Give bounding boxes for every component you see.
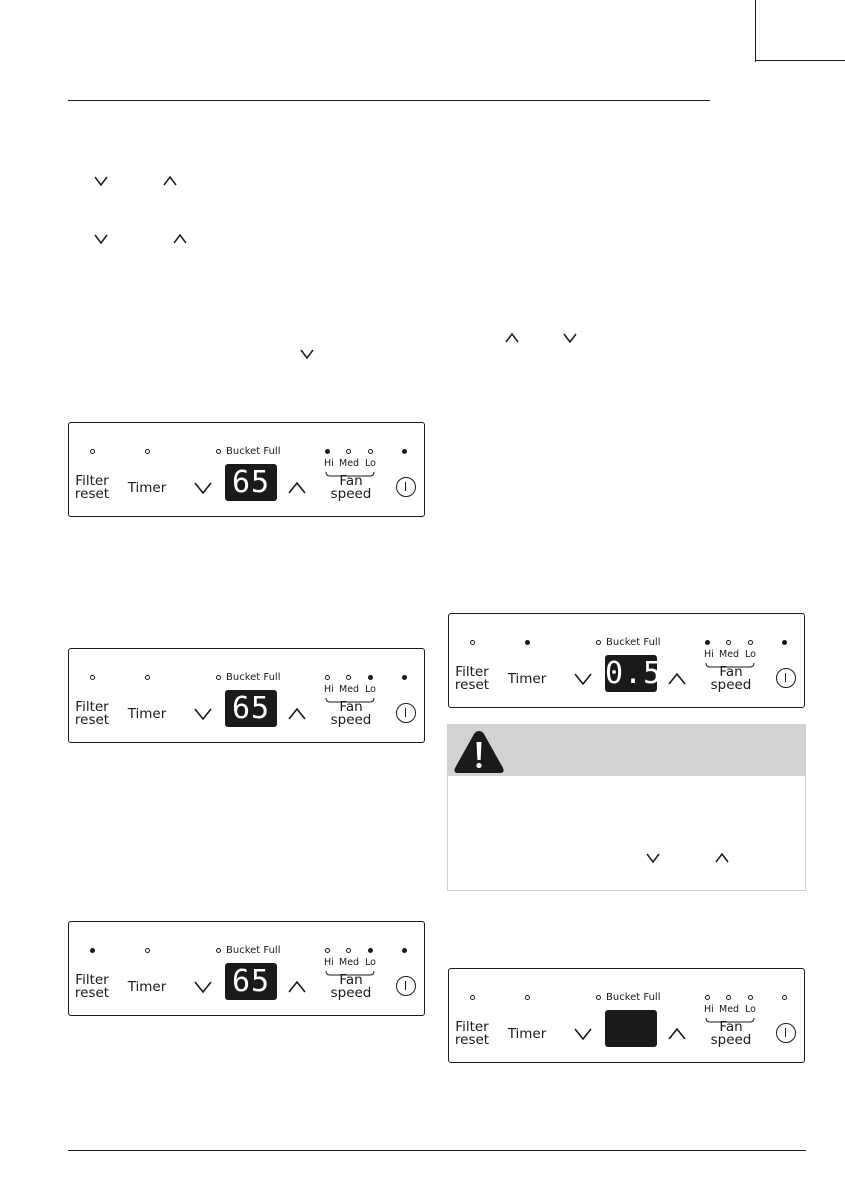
filter-reset-led (90, 449, 95, 454)
chevron-down-icon (299, 348, 315, 360)
power-led (782, 640, 787, 645)
fan-hi-label: Hi (324, 684, 334, 695)
speed-label: speed (710, 1032, 752, 1048)
bucket-full-label: Bucket Full (606, 637, 661, 648)
filter-reset-led (90, 675, 95, 680)
fan-lo-label: Lo (365, 957, 376, 968)
chevron-down-icon (645, 852, 661, 864)
fan-med-led (346, 948, 351, 953)
timer-button[interactable]: Timer (127, 706, 167, 722)
temp-up-button[interactable] (667, 672, 687, 686)
fan-hi-led (325, 948, 330, 953)
warning-box (447, 724, 806, 891)
control-panel-4 (448, 613, 805, 708)
fan-label: Fan (719, 1019, 743, 1035)
fan-lo-label: Lo (745, 649, 756, 660)
digital-display (605, 1010, 657, 1047)
filter-label: Filter (455, 664, 489, 680)
filter-reset-button[interactable] (453, 1021, 491, 1047)
digital-display: 65 (225, 963, 277, 1000)
filter-label: Filter (455, 1019, 489, 1035)
chevron-up-icon (172, 233, 188, 245)
fan-speed-button[interactable] (327, 974, 375, 1000)
power-led (402, 948, 407, 953)
bucket-full-led (216, 675, 221, 680)
chevron-down-icon (562, 332, 578, 344)
timer-button[interactable]: Timer (507, 1026, 547, 1042)
header-rule (68, 100, 710, 101)
filter-label: Filter (75, 972, 109, 988)
control-panel-1 (68, 422, 425, 517)
temp-up-button[interactable] (667, 1027, 687, 1041)
speed-label: speed (330, 486, 372, 502)
filter-reset-button[interactable] (453, 666, 491, 692)
bucket-full-label: Bucket Full (226, 446, 281, 457)
fan-hi-label: Hi (704, 649, 714, 660)
fan-speed-button[interactable] (327, 475, 375, 501)
digital-display: 65 (225, 690, 277, 727)
fan-hi-led (325, 449, 330, 454)
chevron-down-icon (93, 175, 109, 187)
fan-hi-label: Hi (324, 458, 334, 469)
chevron-up-icon (714, 852, 730, 864)
fan-hi-label: Hi (704, 1004, 714, 1015)
fan-med-led (726, 995, 731, 1000)
digital-display: 0.5 (605, 656, 663, 691)
bucket-full-led (596, 640, 601, 645)
speed-label: speed (330, 712, 372, 728)
warning-icon (452, 728, 506, 776)
fan-med-label: Med (339, 684, 360, 695)
timer-button[interactable]: Timer (507, 671, 547, 687)
speed-label: speed (710, 677, 752, 693)
bucket-full-label: Bucket Full (226, 672, 281, 683)
fan-med-led (346, 675, 351, 680)
filter-label: Filter (75, 699, 109, 715)
temp-down-button[interactable] (573, 1027, 593, 1041)
fan-lo-led (368, 948, 373, 953)
fan-med-label: Med (339, 458, 360, 469)
reset-label: reset (74, 712, 110, 728)
fan-med-led (346, 449, 351, 454)
power-button[interactable] (776, 668, 796, 688)
reset-label: reset (74, 985, 110, 1001)
control-panel-3 (68, 921, 425, 1016)
footer-rule (68, 1150, 806, 1151)
chevron-up-icon (504, 332, 520, 344)
bucket-full-led (596, 995, 601, 1000)
fan-speed-button[interactable] (327, 701, 375, 727)
fan-hi-led (325, 675, 330, 680)
fan-hi-led (705, 640, 710, 645)
timer-led (525, 640, 530, 645)
timer-button[interactable]: Timer (127, 480, 167, 496)
bucket-full-label: Bucket Full (226, 945, 281, 956)
fan-med-led (726, 640, 731, 645)
crop-mark-horizontal (755, 60, 845, 61)
power-button[interactable] (396, 976, 416, 996)
speed-label: speed (330, 985, 372, 1001)
fan-lo-led (748, 995, 753, 1000)
filter-label: Filter (75, 473, 109, 489)
reset-label: reset (74, 486, 110, 502)
temp-up-button[interactable] (287, 980, 307, 994)
power-button[interactable] (396, 477, 416, 497)
fan-lo-led (368, 675, 373, 680)
power-led (402, 675, 407, 680)
timer-led (145, 948, 150, 953)
chevron-down-icon (93, 233, 109, 245)
filter-reset-led (470, 995, 475, 1000)
fan-speed-button[interactable] (707, 1021, 755, 1047)
fan-speed-button[interactable] (707, 666, 755, 692)
filter-reset-led (470, 640, 475, 645)
reset-label: reset (454, 677, 490, 693)
temp-down-button[interactable] (193, 707, 213, 721)
digital-display: 65 (225, 464, 277, 501)
timer-led (145, 449, 150, 454)
crop-mark-vertical (755, 0, 756, 62)
timer-led (145, 675, 150, 680)
temp-down-button[interactable] (193, 980, 213, 994)
fan-lo-label: Lo (365, 684, 376, 695)
power-led (402, 449, 407, 454)
reset-label: reset (454, 1032, 490, 1048)
fan-lo-label: Lo (365, 458, 376, 469)
timer-led (525, 995, 530, 1000)
filter-reset-button[interactable] (73, 701, 111, 727)
fan-lo-led (748, 640, 753, 645)
power-button[interactable] (396, 703, 416, 723)
temp-up-button[interactable] (287, 707, 307, 721)
fan-label: Fan (719, 664, 743, 680)
chevron-up-icon (162, 175, 178, 187)
fan-hi-label: Hi (324, 957, 334, 968)
control-panel-2 (68, 648, 425, 743)
temp-up-button[interactable] (287, 481, 307, 495)
fan-hi-led (705, 995, 710, 1000)
power-led (782, 995, 787, 1000)
temp-down-button[interactable] (573, 672, 593, 686)
filter-reset-led (90, 948, 95, 953)
fan-lo-led (368, 449, 373, 454)
filter-reset-button[interactable] (73, 475, 111, 501)
fan-med-label: Med (719, 649, 740, 660)
fan-lo-label: Lo (745, 1004, 756, 1015)
fan-label: Fan (339, 972, 363, 988)
filter-reset-button[interactable] (73, 974, 111, 1000)
fan-label: Fan (339, 699, 363, 715)
fan-med-label: Med (719, 1004, 740, 1015)
control-panel-5 (448, 968, 805, 1063)
bucket-full-led (216, 948, 221, 953)
temp-down-button[interactable] (193, 481, 213, 495)
bucket-full-led (216, 449, 221, 454)
power-button[interactable] (776, 1023, 796, 1043)
timer-button[interactable]: Timer (127, 979, 167, 995)
bucket-full-label: Bucket Full (606, 992, 661, 1003)
fan-label: Fan (339, 473, 363, 489)
fan-med-label: Med (339, 957, 360, 968)
